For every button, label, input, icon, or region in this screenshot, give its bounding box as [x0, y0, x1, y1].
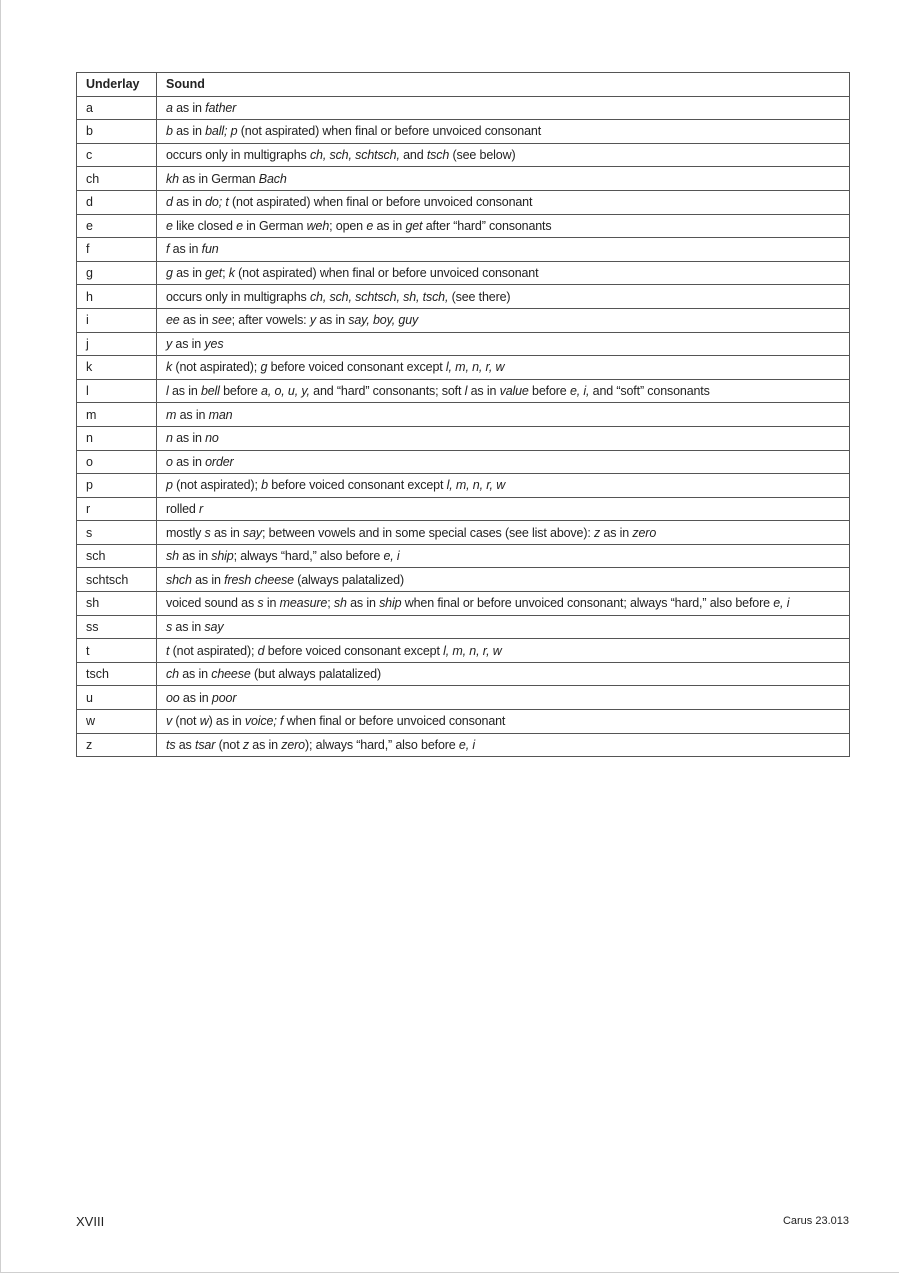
underlay-cell: sch [77, 544, 157, 568]
plain-text: and “soft” consonants [589, 384, 710, 399]
plain-text: as in [172, 124, 206, 139]
sound-cell [157, 403, 850, 427]
underlay-cell: o [77, 450, 157, 474]
italic-text: ch, sch, schtsch, sh, tsch, [309, 289, 449, 304]
italic-text: y [309, 313, 316, 328]
sound-cell [157, 521, 850, 545]
sound-cell [157, 214, 850, 238]
underlay-cell: k [77, 356, 157, 380]
italic-text: say [204, 619, 224, 634]
underlay-cell: z [77, 733, 157, 757]
italic-text: zero [632, 525, 657, 540]
underlay-cell: sh [77, 592, 157, 616]
plain-text: as in [172, 619, 205, 634]
italic-text: tsar [195, 737, 216, 752]
underlay-cell: i [77, 308, 157, 332]
sound-cell [157, 167, 850, 191]
italic-text: k [228, 266, 235, 281]
plain-text: ; always “hard,” also before [233, 549, 384, 564]
underlay-cell: h [77, 285, 157, 309]
italic-text: d [257, 643, 265, 658]
plain-text: as in [315, 313, 349, 328]
italic-text: y [166, 336, 173, 351]
table-row [77, 686, 850, 710]
plain-text: as in [191, 572, 225, 587]
plain-text: (not [215, 737, 243, 752]
table-row [77, 120, 850, 144]
italic-text: ship [211, 549, 234, 564]
underlay-cell: g [77, 261, 157, 285]
sound-cell [157, 261, 850, 285]
underlay-cell: u [77, 686, 157, 710]
plain-text: as in [179, 313, 212, 328]
plain-text: as in [172, 454, 206, 469]
plain-text: after “hard” consonants [422, 218, 552, 233]
table-row [77, 497, 850, 521]
italic-text: e [366, 218, 374, 233]
italic-text: s [166, 619, 173, 634]
italic-text: man [208, 407, 233, 422]
italic-text: poor [211, 690, 237, 705]
plain-text: (always palatalized) [293, 572, 405, 587]
table-row [77, 379, 850, 403]
table-row [77, 544, 850, 568]
plain-text: (not [172, 714, 200, 729]
plain-text: occurs only in multigraphs [166, 289, 310, 304]
italic-text: f [166, 242, 170, 257]
plain-text: (not aspirated) when final or before unvoiced consonant [237, 124, 542, 139]
plain-text: ; [222, 266, 229, 281]
italic-text: s [257, 596, 264, 611]
italic-text: g [260, 360, 268, 375]
plain-text: (not aspirated); [172, 360, 261, 375]
italic-text: no [205, 431, 219, 446]
underlay-cell: a [77, 96, 157, 120]
italic-text: weh [306, 218, 330, 233]
underlay-cell: p [77, 474, 157, 498]
page-number: XVIII [76, 1214, 105, 1229]
table-row [77, 356, 850, 380]
plain-text: (see below) [449, 148, 516, 163]
italic-text: l [464, 384, 468, 399]
plain-text: ; after vowels: [231, 313, 310, 328]
sound-cell [157, 238, 850, 262]
plain-text: ; open [329, 218, 367, 233]
plain-text: as in [176, 407, 209, 422]
underlay-cell: ch [77, 167, 157, 191]
italic-text: sh [166, 549, 179, 564]
italic-text: say, boy, guy [348, 313, 419, 328]
plain-text: as in [172, 195, 206, 210]
sound-cell [157, 710, 850, 734]
table-row [77, 733, 850, 757]
underlay-cell: m [77, 403, 157, 427]
italic-text: e [236, 218, 243, 233]
plain-text: in [263, 596, 280, 611]
italic-text: l [166, 384, 169, 399]
plain-text: (not aspirated) when final or before unvoiced consonant [234, 266, 539, 281]
plain-text: occurs only in multigraphs [166, 148, 310, 163]
table-row [77, 238, 850, 262]
sound-cell [157, 568, 850, 592]
italic-text: r [199, 501, 204, 516]
underlay-cell: n [77, 426, 157, 450]
italic-text: p [166, 478, 173, 493]
plain-text: as in [373, 218, 406, 233]
plain-text: as in [600, 525, 633, 540]
plain-text: voiced sound as [166, 596, 258, 611]
sound-cell [157, 96, 850, 120]
table-row [77, 190, 850, 214]
plain-text: as in [172, 100, 206, 115]
underlay-cell: d [77, 190, 157, 214]
table-row [77, 143, 850, 167]
plain-text: as in German [178, 171, 259, 186]
sound-cell [157, 379, 850, 403]
underlay-cell: j [77, 332, 157, 356]
sound-cell [157, 474, 850, 498]
table-row [77, 308, 850, 332]
italic-text: d [166, 195, 173, 210]
sound-cell [157, 686, 850, 710]
italic-text: b [261, 478, 268, 493]
italic-text: v [166, 714, 173, 729]
table-row [77, 474, 850, 498]
underlay-cell: c [77, 143, 157, 167]
table-row [77, 662, 850, 686]
table-row [77, 96, 850, 120]
underlay-cell: w [77, 710, 157, 734]
italic-text: e, i, [569, 384, 590, 399]
italic-text: ship [379, 596, 402, 611]
underlay-cell: schtsch [77, 568, 157, 592]
plain-text: before [219, 384, 262, 399]
italic-text: father [205, 100, 237, 115]
pronunciation-table [76, 72, 850, 757]
plain-text: as in [248, 737, 282, 752]
underlay-cell: f [77, 238, 157, 262]
plain-text: as in [178, 667, 212, 682]
italic-text: n [166, 431, 173, 446]
italic-text: do; t [205, 195, 229, 210]
italic-text: yes [204, 336, 224, 351]
italic-text: voice; f [244, 714, 284, 729]
plain-text: as in [168, 384, 201, 399]
underlay-cell: s [77, 521, 157, 545]
italic-text: order [205, 454, 234, 469]
underlay-cell: l [77, 379, 157, 403]
plain-text: when final or before unvoiced consonant; always “hard,” also before [401, 596, 774, 611]
plain-text: as [175, 737, 195, 752]
table-row [77, 521, 850, 545]
table-row [77, 710, 850, 734]
plain-text: mostly [166, 525, 205, 540]
plain-text: ; between vowels and in some special cases (see list above): [261, 525, 594, 540]
table-row [77, 261, 850, 285]
italic-text: k [166, 360, 173, 375]
italic-text: g [166, 266, 173, 281]
italic-text: l, m, n, r, w [443, 643, 502, 658]
italic-text: sh [333, 596, 347, 611]
column-header-underlay: Underlay [77, 73, 157, 97]
plain-text: as in [210, 525, 243, 540]
italic-text: see [211, 313, 232, 328]
sound-cell [157, 190, 850, 214]
table-row [77, 426, 850, 450]
table-row [77, 592, 850, 616]
italic-text: ee [166, 313, 180, 328]
sound-cell [157, 497, 850, 521]
sound-cell [157, 592, 850, 616]
italic-text: cheese [211, 667, 251, 682]
plain-text: before voiced consonant except [267, 478, 447, 493]
italic-text: l, m, n, r, w [446, 478, 506, 493]
sound-cell [157, 733, 850, 757]
plain-text: ) as in [208, 714, 245, 729]
italic-text: tsch [426, 148, 450, 163]
italic-text: a, o, u, y, [261, 384, 310, 399]
plain-text: like closed [172, 218, 237, 233]
sound-cell [157, 143, 850, 167]
underlay-cell: tsch [77, 662, 157, 686]
plain-text: ; [327, 596, 334, 611]
italic-text: t [166, 643, 170, 658]
table-row [77, 167, 850, 191]
italic-text: fun [201, 242, 219, 257]
sound-cell [157, 332, 850, 356]
plain-text: (not aspirated); [169, 643, 258, 658]
italic-text: w [199, 714, 209, 729]
catalog-number: Carus 23.013 [782, 1215, 849, 1227]
italic-text: say [242, 525, 262, 540]
table-row [77, 285, 850, 309]
table-row [77, 639, 850, 663]
table-row [77, 450, 850, 474]
plain-text: in German [242, 218, 307, 233]
plain-text: as in [172, 266, 206, 281]
plain-text: as in [179, 690, 212, 705]
italic-text: fresh cheese [224, 572, 294, 587]
table-row [77, 615, 850, 639]
sound-cell [157, 308, 850, 332]
italic-text: e, i [458, 737, 475, 752]
underlay-cell: e [77, 214, 157, 238]
sound-cell [157, 544, 850, 568]
sound-cell [157, 426, 850, 450]
underlay-cell: r [77, 497, 157, 521]
table-body [77, 96, 850, 757]
italic-text: e, i [773, 596, 790, 611]
italic-text: bell [200, 384, 220, 399]
plain-text: as in [169, 242, 202, 257]
sound-cell [157, 356, 850, 380]
italic-text: shch [166, 572, 192, 587]
plain-text: as in [172, 431, 206, 446]
italic-text: a [166, 100, 173, 115]
underlay-cell: ss [77, 615, 157, 639]
sound-cell [157, 120, 850, 144]
italic-text: z [593, 525, 601, 540]
plain-text: as in [346, 596, 380, 611]
italic-text: o [166, 454, 173, 469]
italic-text: get [205, 266, 223, 281]
plain-text: when final or before unvoiced consonant [283, 714, 506, 729]
italic-text: ts [166, 737, 176, 752]
italic-text: zero [281, 737, 305, 752]
plain-text: rolled [166, 501, 199, 516]
plain-text: before [528, 384, 570, 399]
italic-text: s [204, 525, 211, 540]
italic-text: ball; p [205, 124, 238, 139]
italic-text: z [242, 737, 249, 752]
italic-text: ch [166, 667, 179, 682]
italic-text: b [166, 124, 173, 139]
plain-text: ); always “hard,” also before [304, 737, 459, 752]
plain-text: (not aspirated); [172, 478, 262, 493]
column-header-sound: Sound [157, 73, 850, 97]
plain-text: and [399, 148, 427, 163]
italic-text: e, i [383, 549, 400, 564]
italic-text: m [166, 407, 177, 422]
sound-cell [157, 285, 850, 309]
plain-text: (see there) [448, 289, 511, 304]
italic-text: value [499, 384, 529, 399]
italic-text: e [166, 218, 173, 233]
italic-text: get [405, 218, 423, 233]
plain-text: before voiced consonant except [264, 643, 444, 658]
table-header-row [77, 73, 850, 97]
italic-text: Bach [258, 171, 287, 186]
table-row [77, 568, 850, 592]
sound-cell [157, 615, 850, 639]
plain-text: before voiced consonant except [267, 360, 446, 375]
plain-text: (not aspirated) when final or before unvoiced consonant [228, 195, 533, 210]
italic-text: l, m, n, r, w [445, 360, 505, 375]
table-row [77, 403, 850, 427]
plain-text: and “hard” consonants; soft [309, 384, 465, 399]
sound-cell [157, 450, 850, 474]
plain-text: as in [172, 336, 205, 351]
italic-text: ch, sch, schtsch, [309, 148, 400, 163]
plain-text: as in [178, 549, 212, 564]
plain-text: as in [467, 384, 500, 399]
italic-text: kh [166, 171, 179, 186]
italic-text: measure [279, 596, 328, 611]
table-row [77, 332, 850, 356]
underlay-cell: t [77, 639, 157, 663]
sound-cell [157, 662, 850, 686]
italic-text: oo [166, 690, 180, 705]
underlay-cell: b [77, 120, 157, 144]
plain-text: (but always palatalized) [250, 667, 381, 682]
table-row [77, 214, 850, 238]
sound-cell [157, 639, 850, 663]
